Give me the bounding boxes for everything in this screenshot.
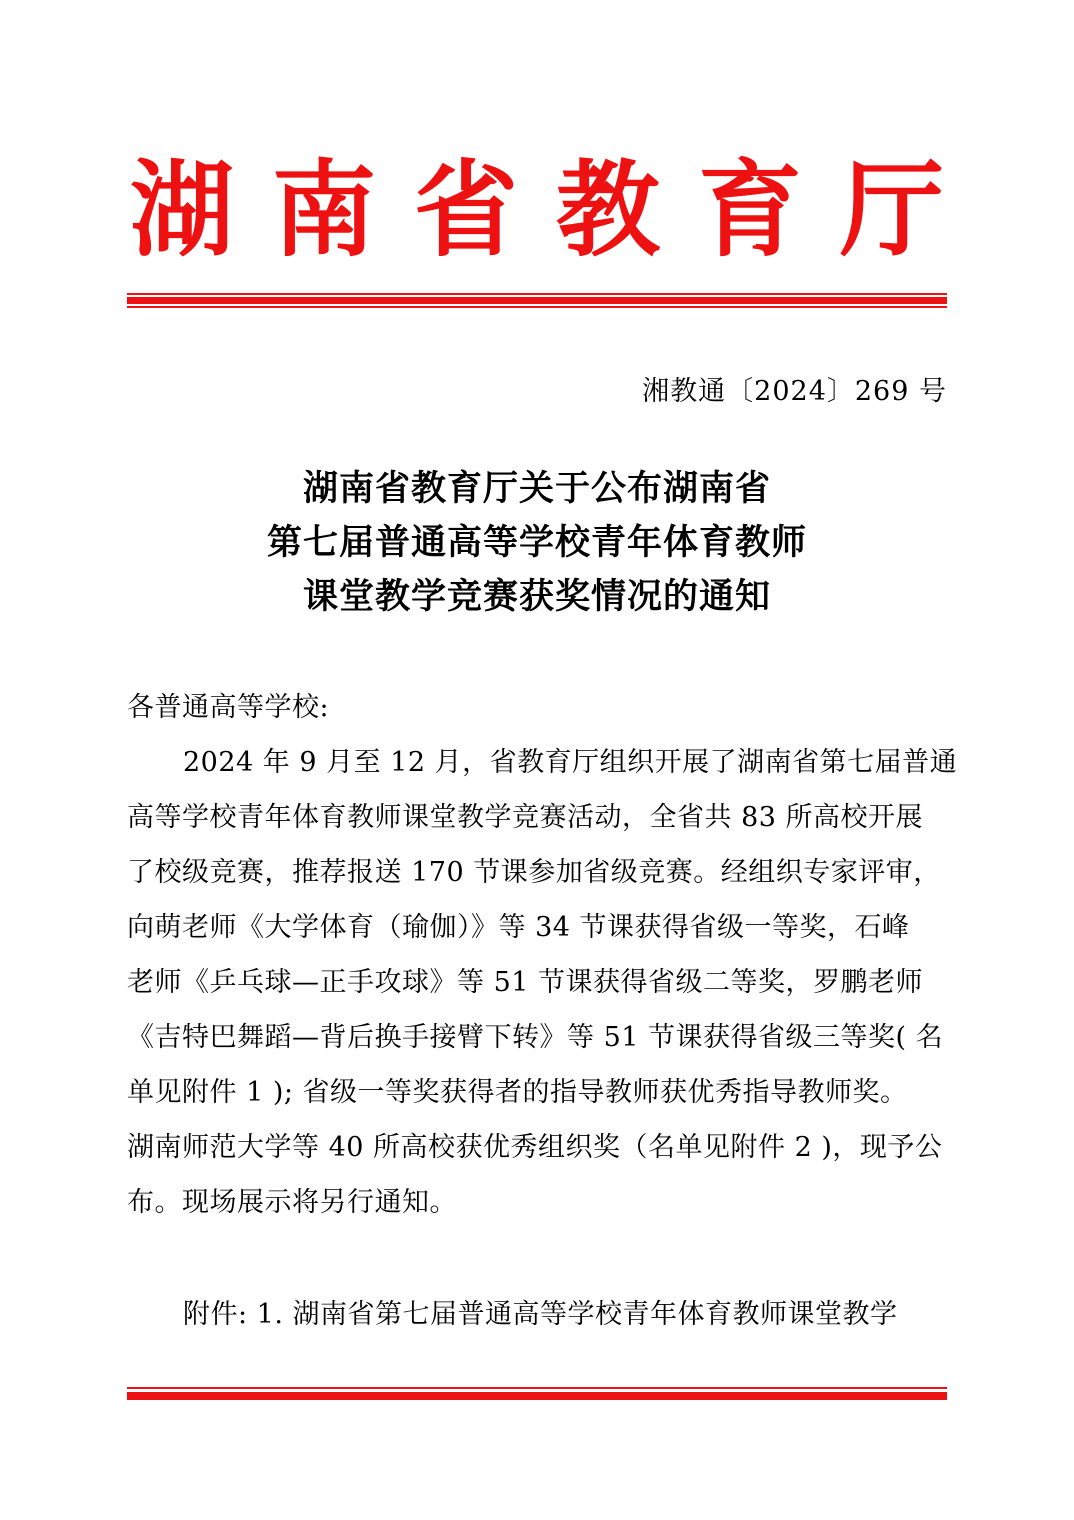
body-line: 向萌老师《大学体育（瑜伽）》等 34 节课获得省级一等奖，石峰 bbox=[127, 912, 910, 943]
attachment-section bbox=[127, 1290, 949, 1340]
document-serial-number: 湘教通〔2024〕269 号 bbox=[642, 376, 947, 407]
footer-divider-thick-bar bbox=[127, 1392, 947, 1400]
document-title-line-3: 课堂教学竞赛获奖情况的通知 bbox=[302, 576, 771, 617]
body-line: 湖南师范大学等 40 所高校获优秀组织奖（名单见附件 2 )，现予公 bbox=[127, 1132, 943, 1163]
document-title-line-1: 湖南省教育厅关于公布湖南省 bbox=[302, 468, 771, 509]
body-line: 高等学校青年体育教师课堂教学竞赛活动，全省共 83 所高校开展 bbox=[127, 802, 924, 833]
body-line: 单见附件 1 ); 省级一等奖获得者的指导教师获优秀指导教师奖。 bbox=[127, 1077, 908, 1108]
masthead bbox=[0, 150, 1074, 270]
body-line: 老师《乒乓球—正手攻球》等 51 节课获得省级二等奖，罗鹏老师 bbox=[127, 967, 924, 998]
divider-thin-line-lower bbox=[127, 306, 947, 308]
divider-thick-bar bbox=[127, 297, 947, 304]
document-title-line-2: 第七届普通高等学校青年体育教师 bbox=[266, 522, 807, 563]
attachment-line-1: 附件: 1. 湖南省第七届普通高等学校青年体育教师课堂教学 bbox=[183, 1299, 898, 1330]
body-line: 了校级竞赛，推荐报送 170 节课参加省级竞赛。经组织专家评审， bbox=[127, 857, 941, 888]
document-title bbox=[127, 462, 947, 624]
salutation: 各普通高等学校: bbox=[127, 692, 330, 723]
footer-divider-bottom bbox=[127, 1387, 947, 1400]
body-line: 布。现场展示将另行通知。 bbox=[127, 1187, 457, 1218]
body-line: 2024 年 9 月至 12 月，省教育厅组织开展了湖南省第七届普通 bbox=[183, 747, 958, 778]
issuing-organization-title: 湖南省教育厅 bbox=[129, 148, 982, 271]
document-body bbox=[127, 680, 958, 1230]
body-line: 《吉特巴舞蹈—背后换手接臂下转》等 51 节课获得省级三等奖( 名 bbox=[127, 1022, 944, 1053]
masthead-divider-top bbox=[127, 293, 947, 308]
